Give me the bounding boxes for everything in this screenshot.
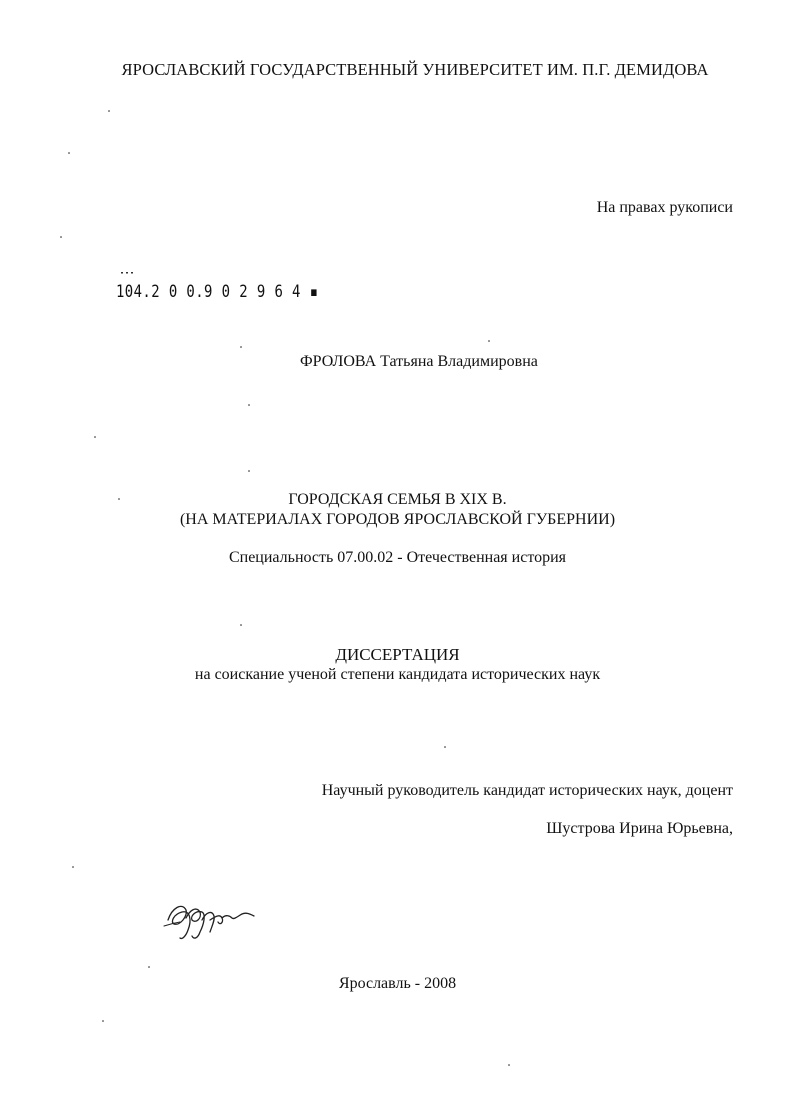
scan-speck bbox=[248, 470, 250, 472]
scan-speck bbox=[148, 966, 150, 968]
dissertation-subheading: на соискание ученой степени кандидата исторических наук bbox=[194, 666, 601, 683]
scan-speck bbox=[508, 1064, 510, 1066]
author-name: ФРОЛОВА Татьяна Владимировна bbox=[300, 353, 538, 370]
manuscript-note: На правах рукописи bbox=[596, 199, 733, 216]
scan-speck bbox=[68, 152, 70, 154]
university-name: ЯРОСЛАВСКИЙ ГОСУДАРСТВЕННЫЙ УНИВЕРСИТЕТ ИМ. П.Г. ДЕМИДОВА bbox=[121, 60, 709, 79]
dissertation-heading: ДИССЕРТАЦИЯ bbox=[335, 645, 460, 664]
handwritten-signature-icon bbox=[160, 890, 260, 945]
scan-speck bbox=[94, 436, 96, 438]
scan-speck bbox=[488, 340, 490, 342]
scan-speck bbox=[102, 1020, 104, 1022]
scan-speck bbox=[108, 110, 110, 112]
scan-speck bbox=[118, 498, 120, 500]
scan-speck bbox=[240, 346, 242, 348]
advisor-name: Шустрова Ирина Юрьевна, bbox=[546, 820, 733, 837]
city-year: Ярославль - 2008 bbox=[338, 975, 457, 992]
scan-speck bbox=[240, 624, 242, 626]
advisor-role: Научный руководитель кандидат исторических наук, доцент bbox=[321, 782, 733, 799]
scan-speck bbox=[248, 404, 250, 406]
scan-speck bbox=[444, 746, 446, 748]
scan-speck bbox=[72, 866, 74, 868]
dissertation-title-line-2: (НА МАТЕРИАЛАХ ГОРОДОВ ЯРОСЛАВСКОЙ ГУБЕРНИИ) bbox=[179, 511, 616, 528]
scan-speck bbox=[60, 236, 62, 238]
registration-code: 104.2 0 0.9 0 2 9 6 4 ▪ bbox=[116, 282, 319, 302]
code-marks-icon bbox=[120, 270, 138, 276]
specialty: Специальность 07.00.02 - Отечественная история bbox=[228, 549, 567, 566]
dissertation-title-line-1: ГОРОДСКАЯ СЕМЬЯ В XIX В. bbox=[288, 491, 507, 508]
